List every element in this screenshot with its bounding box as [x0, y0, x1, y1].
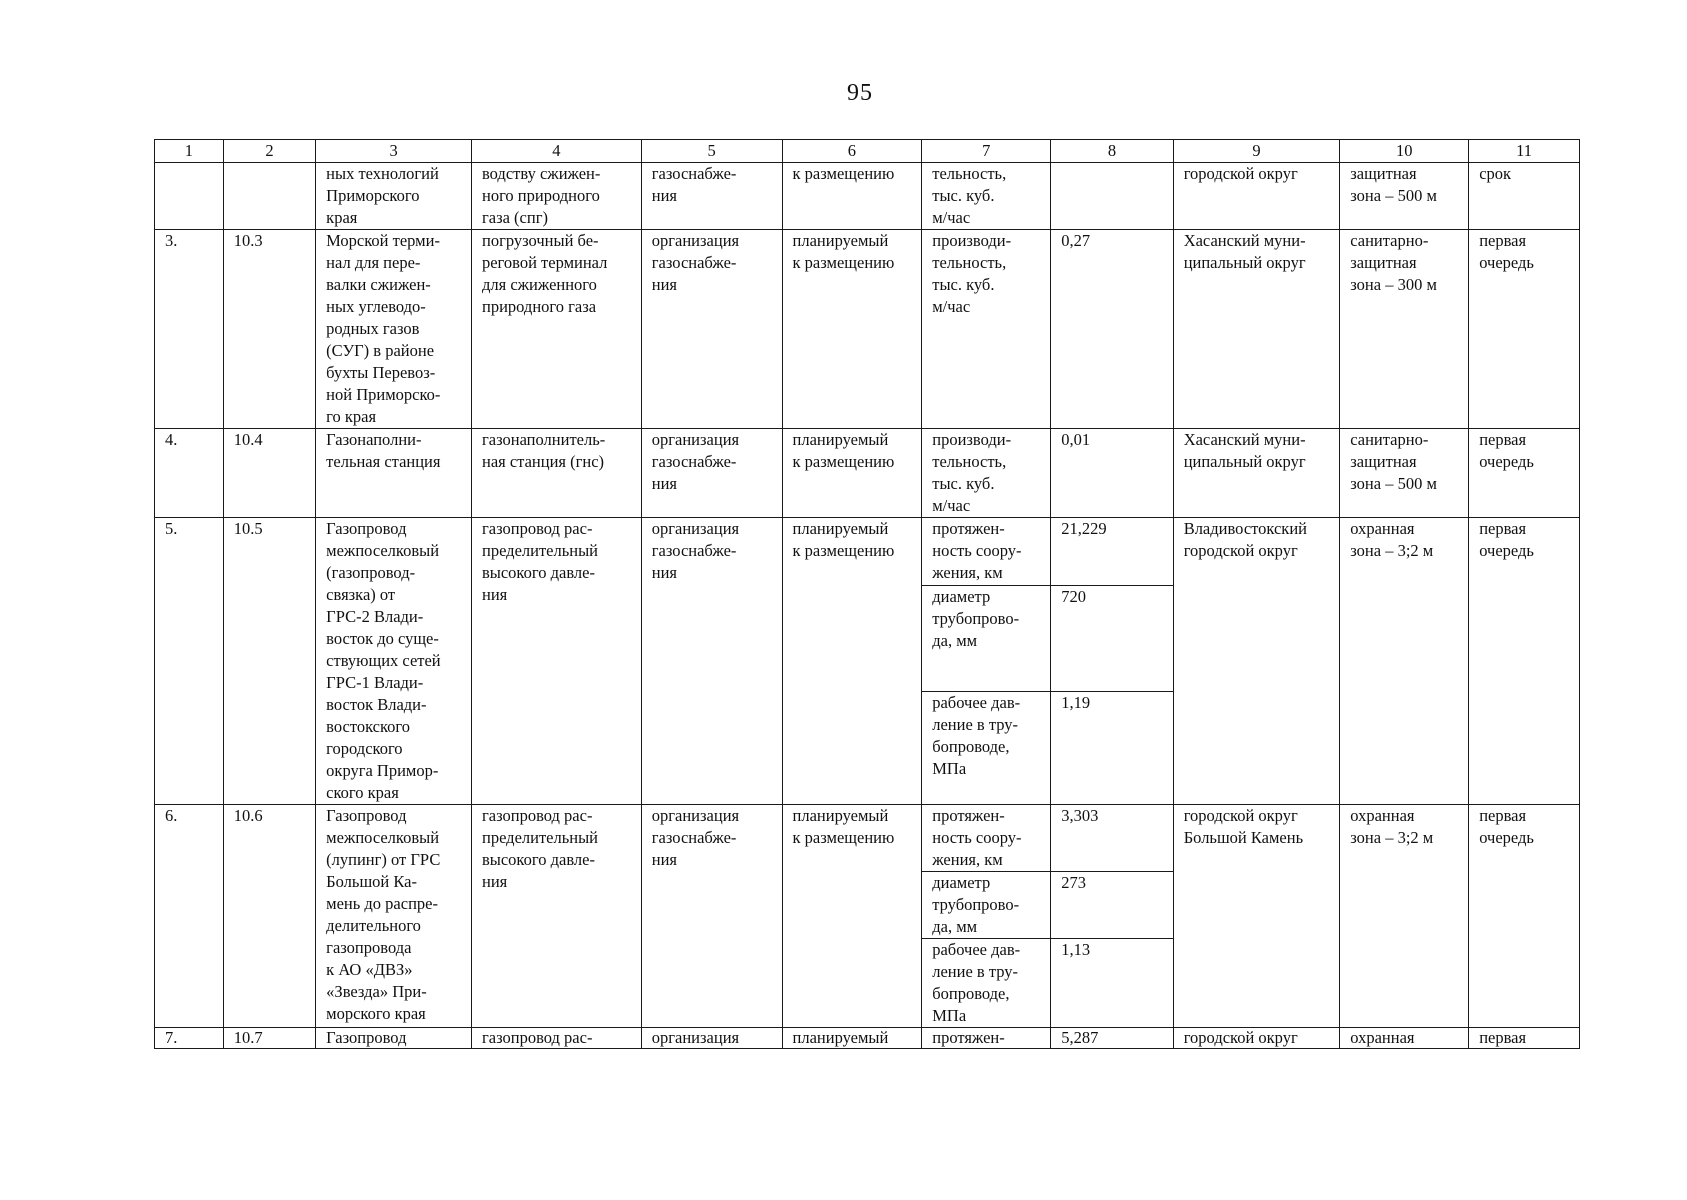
- zone: охранная: [1340, 1028, 1469, 1049]
- zone: санитарно- защитная зона – 300 м: [1340, 230, 1469, 429]
- column-header: 6: [782, 140, 922, 163]
- row-number: 7.: [155, 1028, 224, 1049]
- object-name: ных технологий Приморского края: [316, 163, 472, 230]
- object-code: 10.6: [223, 805, 315, 1028]
- parameter: диаметр трубопрово- да, мм: [922, 872, 1051, 939]
- status: планируемый к размещению: [782, 230, 922, 429]
- object-code: [223, 163, 315, 230]
- object-type: водству сжижен- ного природного газа (спг): [471, 163, 641, 230]
- purpose: газоснабже- ния: [641, 163, 782, 230]
- status: планируемый к размещению: [782, 518, 922, 805]
- object-name: Газопровод межпоселковый (газопровод- связка) от ГРС-2 Влади- восток до суще- ствующих сетей ГРС-1 Влади- восток Влади- востокского городского округа Примор- ского края: [316, 518, 472, 805]
- parameter-value: 1,13: [1051, 939, 1174, 1028]
- stage: срок: [1469, 163, 1580, 230]
- purpose: организация газоснабже- ния: [641, 518, 782, 805]
- zone: санитарно- защитная зона – 500 м: [1340, 429, 1469, 518]
- location: Владивостокский городской округ: [1173, 518, 1340, 805]
- column-header: 9: [1173, 140, 1340, 163]
- stage: первая очередь: [1469, 805, 1580, 1028]
- parameter: диаметр трубопрово- да, мм: [922, 586, 1051, 691]
- parameter: рабочее дав- ление в тру- бопроводе, МПа: [922, 691, 1051, 804]
- status: планируемый к размещению: [782, 429, 922, 518]
- table-row: [155, 1028, 1580, 1049]
- object-type: газопровод рас- пределительный высокого давле- ния: [471, 518, 641, 805]
- table-row: [155, 230, 1580, 429]
- table-row: [155, 518, 1580, 586]
- column-header: 1: [155, 140, 224, 163]
- purpose: организация газоснабже- ния: [641, 805, 782, 1028]
- table-row: [155, 429, 1580, 518]
- stage: первая очередь: [1469, 518, 1580, 805]
- parameter-value: 3,303: [1051, 805, 1174, 872]
- parameter: протяжен- ность соору- жения, км: [922, 805, 1051, 872]
- parameter-value: 1,19: [1051, 691, 1174, 804]
- parameter-value: 0,01: [1051, 429, 1174, 518]
- location: городской округ: [1173, 163, 1340, 230]
- status: планируемый к размещению: [782, 805, 922, 1028]
- row-number: [155, 163, 224, 230]
- zone: охранная зона – 3;2 м: [1340, 805, 1469, 1028]
- zone: охранная зона – 3;2 м: [1340, 518, 1469, 805]
- object-name: Морской терми- нал для пере- валки сжижен- ных углеводо- родных газов (СУГ) в районе бухты Перевоз- ной Приморско- го края: [316, 230, 472, 429]
- column-number-header-row: [155, 140, 1580, 163]
- status: к размещению: [782, 163, 922, 230]
- table-row: [155, 805, 1580, 872]
- status: планируемый: [782, 1028, 922, 1049]
- object-type: газопровод рас-: [471, 1028, 641, 1049]
- parameter-value: 0,27: [1051, 230, 1174, 429]
- location: Хасанский муни- ципальный округ: [1173, 230, 1340, 429]
- object-type: газопровод рас- пределительный высокого давле- ния: [471, 805, 641, 1028]
- purpose: организация газоснабже- ния: [641, 230, 782, 429]
- parameter-value: 273: [1051, 872, 1174, 939]
- column-header: 8: [1051, 140, 1174, 163]
- object-type: погрузочный бе- реговой терминал для сжиженного природного газа: [471, 230, 641, 429]
- object-name: Газопровод: [316, 1028, 472, 1049]
- purpose: организация газоснабже- ния: [641, 429, 782, 518]
- object-code: 10.4: [223, 429, 315, 518]
- location: Хасанский муни- ципальный округ: [1173, 429, 1340, 518]
- row-number: 6.: [155, 805, 224, 1028]
- object-name: Газопровод межпоселковый (лупинг) от ГРС Большой Ка- мень до распре- делительного газопровода к АО «ДВЗ» «Звезда» При- морского края: [316, 805, 472, 1028]
- parameter: рабочее дав- ление в тру- бопроводе, МПа: [922, 939, 1051, 1028]
- column-header: 7: [922, 140, 1051, 163]
- parameter: тельность, тыс. куб. м/час: [922, 163, 1051, 230]
- parameter-value: 5,287: [1051, 1028, 1174, 1049]
- object-name: Газонаполни- тельная станция: [316, 429, 472, 518]
- infrastructure-table: [154, 139, 1580, 1049]
- object-type: газонаполнитель- ная станция (гнс): [471, 429, 641, 518]
- parameter-value: 720: [1051, 586, 1174, 691]
- column-header: 3: [316, 140, 472, 163]
- column-header: 2: [223, 140, 315, 163]
- row-number: 4.: [155, 429, 224, 518]
- object-code: 10.5: [223, 518, 315, 805]
- parameter-value: 21,229: [1051, 518, 1174, 586]
- row-number: 5.: [155, 518, 224, 805]
- stage: первая очередь: [1469, 230, 1580, 429]
- column-header: 10: [1340, 140, 1469, 163]
- parameter: производи- тельность, тыс. куб. м/час: [922, 429, 1051, 518]
- object-code: 10.3: [223, 230, 315, 429]
- row-number: 3.: [155, 230, 224, 429]
- stage: первая: [1469, 1028, 1580, 1049]
- location: городской округ Большой Камень: [1173, 805, 1340, 1028]
- parameter: протяжен- ность соору- жения, км: [922, 518, 1051, 586]
- table-row-continued: [155, 163, 1580, 230]
- parameter: производи- тельность, тыс. куб. м/час: [922, 230, 1051, 429]
- zone: защитная зона – 500 м: [1340, 163, 1469, 230]
- column-header: 11: [1469, 140, 1580, 163]
- parameter-value: [1051, 163, 1174, 230]
- purpose: организация: [641, 1028, 782, 1049]
- stage: первая очередь: [1469, 429, 1580, 518]
- column-header: 5: [641, 140, 782, 163]
- page-number: 95: [847, 80, 873, 106]
- parameter: протяжен-: [922, 1028, 1051, 1049]
- object-code: 10.7: [223, 1028, 315, 1049]
- column-header: 4: [471, 140, 641, 163]
- location: городской округ: [1173, 1028, 1340, 1049]
